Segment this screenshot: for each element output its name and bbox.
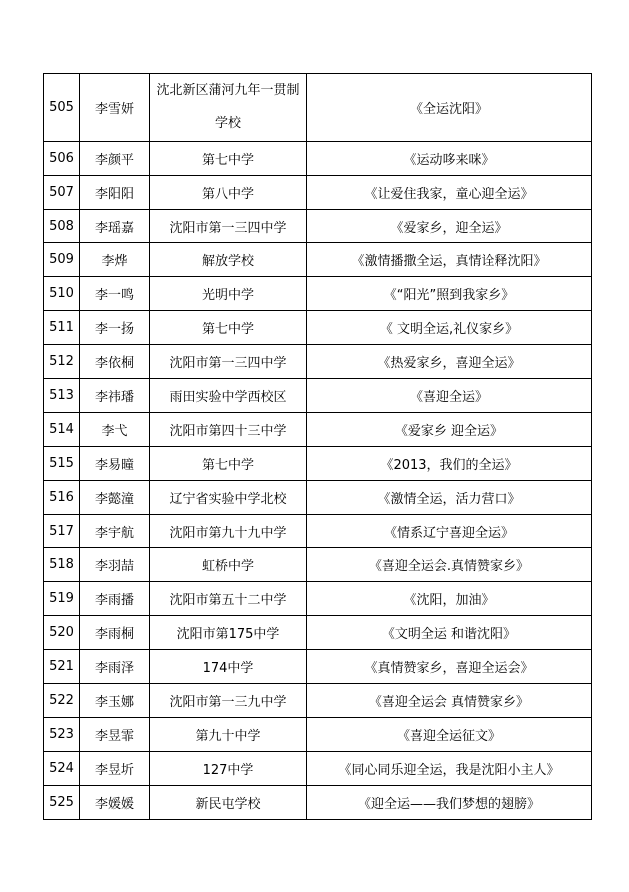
entry-number-cell: 511 (44, 311, 80, 345)
student-name-cell: 李一鸣 (80, 277, 150, 311)
school-name-cell: 127中学 (150, 751, 307, 785)
student-name-cell: 李祎璠 (80, 379, 150, 413)
entry-number-cell: 520 (44, 616, 80, 650)
school-name-cell: 沈阳市第一三四中学 (150, 345, 307, 379)
student-name-cell: 李阳阳 (80, 175, 150, 209)
student-name-cell: 李雨桐 (80, 616, 150, 650)
entry-number-cell: 518 (44, 548, 80, 582)
entry-number-cell: 516 (44, 480, 80, 514)
table-row (44, 277, 592, 311)
school-name-cell: 解放学校 (150, 243, 307, 277)
essay-title-cell: 《迎全运——我们梦想的翅膀》 (307, 785, 592, 819)
student-name-cell: 李瑶嘉 (80, 209, 150, 243)
school-name-cell: 174中学 (150, 650, 307, 684)
table-row (44, 548, 592, 582)
school-name-cell: 第九十中学 (150, 717, 307, 751)
table-row (44, 345, 592, 379)
school-name-cell: 第七中学 (150, 446, 307, 480)
essay-title-cell: 《喜迎全运》 (307, 379, 592, 413)
school-name-cell: 第七中学 (150, 311, 307, 345)
school-name-cell: 沈阳市第一三九中学 (150, 684, 307, 718)
student-name-cell: 李颜平 (80, 141, 150, 175)
table-row (44, 412, 592, 446)
entry-number-cell: 515 (44, 446, 80, 480)
school-name-cell: 沈阳市第九十九中学 (150, 514, 307, 548)
entry-number-cell: 507 (44, 175, 80, 209)
table-row (44, 582, 592, 616)
entry-number-cell: 505 (44, 74, 80, 142)
table-row (44, 616, 592, 650)
student-name-cell: 李宇航 (80, 514, 150, 548)
essay-title-cell: 《喜迎全运会 真情赞家乡》 (307, 684, 592, 718)
table-row (44, 717, 592, 751)
essay-title-cell: 《让爱住我家，童心迎全运》 (307, 175, 592, 209)
table-row (44, 751, 592, 785)
student-name-cell: 李烨 (80, 243, 150, 277)
school-name-cell: 沈阳市第四十三中学 (150, 412, 307, 446)
entry-number-cell: 514 (44, 412, 80, 446)
student-name-cell: 李羽喆 (80, 548, 150, 582)
essay-title-cell: 《运动哆来咪》 (307, 141, 592, 175)
entry-number-cell: 524 (44, 751, 80, 785)
table-row (44, 209, 592, 243)
table-row (44, 141, 592, 175)
student-name-cell: 李昱圻 (80, 751, 150, 785)
essay-title-cell: 《喜迎全运征文》 (307, 717, 592, 751)
student-name-cell: 李易曈 (80, 446, 150, 480)
student-name-cell: 李媛媛 (80, 785, 150, 819)
school-name-cell: 光明中学 (150, 277, 307, 311)
essay-title-cell: 《情系辽宁喜迎全运》 (307, 514, 592, 548)
entry-number-cell: 509 (44, 243, 80, 277)
essay-title-cell: 《热爱家乡，喜迎全运》 (307, 345, 592, 379)
student-name-cell: 李玉娜 (80, 684, 150, 718)
school-name-cell: 第八中学 (150, 175, 307, 209)
school-name-cell: 新民屯学校 (150, 785, 307, 819)
table-row (44, 650, 592, 684)
entry-number-cell: 510 (44, 277, 80, 311)
roster-body (44, 74, 592, 820)
school-name-cell: 第七中学 (150, 141, 307, 175)
essay-title-cell: 《喜迎全运会.真情赞家乡》 (307, 548, 592, 582)
essay-title-cell: 《2013，我们的全运》 (307, 446, 592, 480)
essay-title-cell: 《全运沈阳》 (307, 74, 592, 142)
table-row (44, 74, 592, 142)
table-row (44, 311, 592, 345)
essay-title-cell: 《沈阳，加油》 (307, 582, 592, 616)
student-name-cell: 李雨泽 (80, 650, 150, 684)
entry-number-cell: 517 (44, 514, 80, 548)
roster-table (43, 73, 592, 820)
entry-number-cell: 521 (44, 650, 80, 684)
table-row (44, 379, 592, 413)
essay-title-cell: 《激情播撒全运，真情诠释沈阳》 (307, 243, 592, 277)
student-name-cell: 李懿潼 (80, 480, 150, 514)
student-name-cell: 李雨播 (80, 582, 150, 616)
school-name-cell: 沈阳市第一三四中学 (150, 209, 307, 243)
entry-number-cell: 525 (44, 785, 80, 819)
school-name-cell: 雨田实验中学西校区 (150, 379, 307, 413)
table-row (44, 175, 592, 209)
entry-number-cell: 519 (44, 582, 80, 616)
table-row (44, 480, 592, 514)
student-name-cell: 李昱霏 (80, 717, 150, 751)
school-name-cell: 虹桥中学 (150, 548, 307, 582)
entry-number-cell: 512 (44, 345, 80, 379)
student-name-cell: 李一扬 (80, 311, 150, 345)
entry-number-cell: 508 (44, 209, 80, 243)
school-name-cell: 沈阳市第175中学 (150, 616, 307, 650)
table-row (44, 446, 592, 480)
essay-title-cell: 《 文明全运,礼仪家乡》 (307, 311, 592, 345)
table-row (44, 514, 592, 548)
table-row (44, 243, 592, 277)
table-row (44, 684, 592, 718)
entry-number-cell: 523 (44, 717, 80, 751)
entry-number-cell: 506 (44, 141, 80, 175)
table-row (44, 785, 592, 819)
essay-title-cell: 《同心同乐迎全运，我是沈阳小主人》 (307, 751, 592, 785)
school-name-cell: 沈北新区蒲河九年一贯制学校 (150, 74, 307, 142)
essay-title-cell: 《“阳光”照到我家乡》 (307, 277, 592, 311)
school-name-cell: 辽宁省实验中学北校 (150, 480, 307, 514)
student-name-cell: 李雪妍 (80, 74, 150, 142)
entry-number-cell: 522 (44, 684, 80, 718)
essay-title-cell: 《爱家乡，迎全运》 (307, 209, 592, 243)
essay-title-cell: 《文明全运 和谐沈阳》 (307, 616, 592, 650)
essay-title-cell: 《爱家乡 迎全运》 (307, 412, 592, 446)
school-name-cell: 沈阳市第五十二中学 (150, 582, 307, 616)
essay-title-cell: 《激情全运，活力营口》 (307, 480, 592, 514)
essay-title-cell: 《真情赞家乡，喜迎全运会》 (307, 650, 592, 684)
entry-number-cell: 513 (44, 379, 80, 413)
student-name-cell: 李依桐 (80, 345, 150, 379)
student-name-cell: 李弋 (80, 412, 150, 446)
